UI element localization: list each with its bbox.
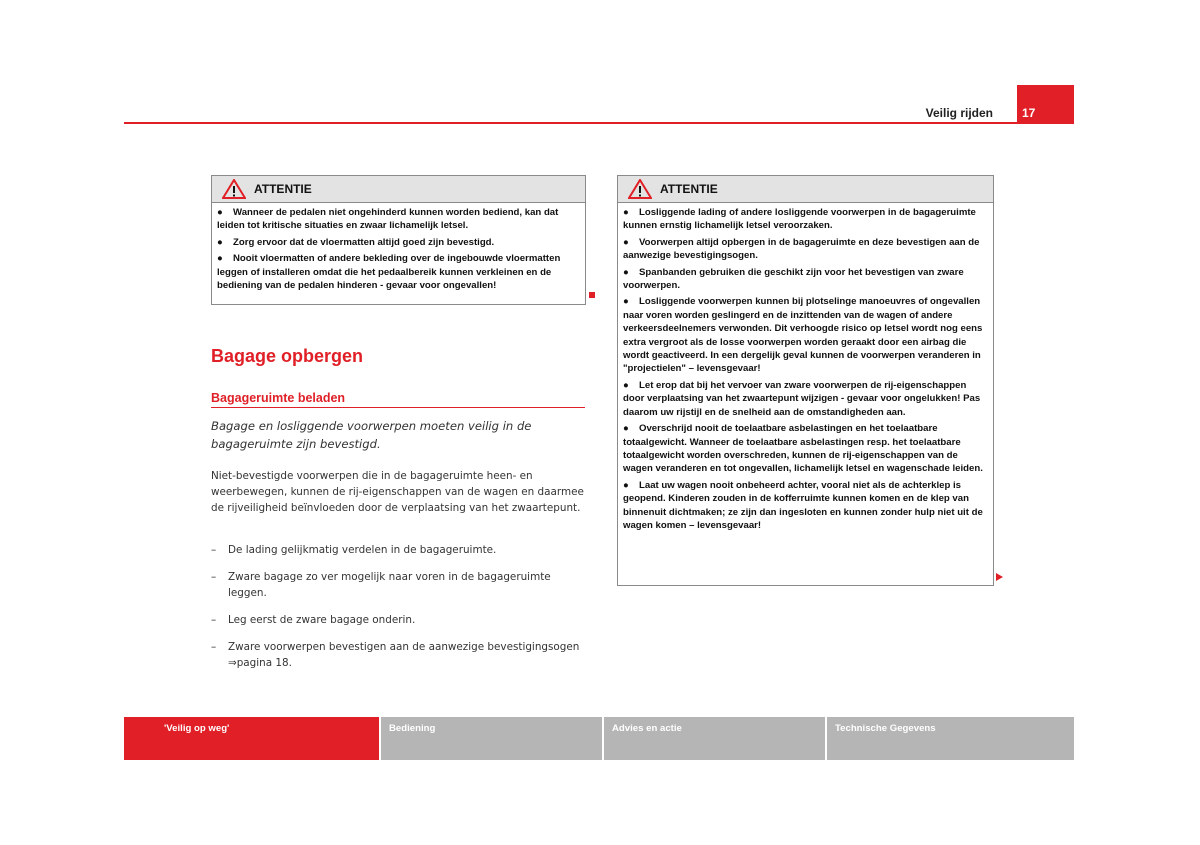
warning-header <box>618 176 993 203</box>
warning-body <box>618 203 993 537</box>
tab-bediening[interactable]: Bediening <box>381 717 602 760</box>
warning-triangle-icon <box>628 179 652 199</box>
continue-arrow-icon <box>996 573 1003 581</box>
intro-text: Bagage en losliggende voorwerpen moeten veilig in de bagageruimte zijn bevestigd. <box>211 419 532 451</box>
warning-header <box>212 176 585 203</box>
end-square-icon <box>589 292 595 298</box>
dash-bullet: – <box>211 641 217 653</box>
warning-box-luggage <box>617 175 994 586</box>
subheading-rule <box>211 407 585 408</box>
warning-item: ● Wanneer de pedalen niet ongehinderd kunnen worden bediend, kan dat leiden tot kritische situaties en zwaar lichamelijk letsel. <box>217 207 559 232</box>
step-item: – Zware bagage zo ver mogelijk naar voren in de bagageruimte leggen. <box>211 571 551 599</box>
dash-bullet: – <box>211 571 217 583</box>
warning-item: ● Let erop dat bij het vervoer van zware voorwerpen de rij-eigenschappen door verplaatsing van het zwaartepunt wijzigen - gevaar voor ongelukken! Pas daarom uw rijstijl en de snelheid aan de omstandigheden aan. <box>623 379 981 418</box>
dash-bullet: – <box>211 544 217 556</box>
warning-title: ATTENTIE <box>660 182 718 196</box>
section-heading: Bagage opbergen <box>211 346 364 366</box>
dash-bullet: – <box>211 614 217 626</box>
step-item: – De lading gelijkmatig verdelen in de bagageruimte. <box>211 544 497 556</box>
step-item: – Zware voorwerpen bevestigen aan de aanwezige bevestigingsogen ⇒pagina 18. <box>211 641 580 669</box>
header-rule <box>124 122 1074 124</box>
tab-veilig-op-weg[interactable]: 'Veilig op weg' <box>124 717 379 760</box>
tab-technische-gegevens[interactable]: Technische Gegevens <box>827 717 1074 760</box>
warning-box-pedals <box>211 175 586 305</box>
warning-title: ATTENTIE <box>254 182 312 196</box>
warning-item: ● Zorg ervoor dat de vloermatten altijd goed zijn bevestigd. <box>217 236 495 248</box>
warning-triangle-icon <box>222 179 246 199</box>
warning-item: ● Overschrijd nooit de toelaatbare asbelastingen en het toelaatbare totaalgewicht. Wanneer de toelaatbare asbelastingen resp. het toelaatbare totaalgewicht worden overschreden, kunnen de rij-eigenschappen van de wagen veranderen en tot ongevallen, lichamelijk letsel en wagenschade leiden. <box>623 423 983 475</box>
warning-item: ● Losliggende voorwerpen kunnen bij plotselinge manoeuvres of ongevallen naar voren worden geslingerd en de inzittenden van de wagen of andere verkeersdeelnemers verwonden. Dit verhoogde risico op letsel wordt nog eens extra vergroot als de losse voorwerpen worden geraakt door een airbag die wordt geactiveerd. In een dergelijk geval kunnen de voorwerpen veranderen in "projectielen" – levensgevaar! <box>623 296 983 375</box>
warning-item: ● Voorwerpen altijd opbergen in de bagageruimte en deze bevestigen aan de aanwezige bevestigingsogen. <box>623 236 980 262</box>
section-title: Veilig rijden <box>925 106 993 120</box>
step-item: – Leg eerst de zware bagage onderin. <box>211 614 416 626</box>
subsection-heading: Bagageruimte beladen <box>211 391 346 405</box>
warning-item: ● Losliggende lading of andere losliggende voorwerpen in de bagageruimte kunnen ernstig lichamelijk letsel veroorzaken. <box>623 207 976 232</box>
warning-item: ● Laat uw wagen nooit onbeheerd achter, vooral niet als de achterklep is geopend. Kinderen zouden in de kofferruimte kunnen komen en de klep van binnenuit dichtmaken; ze zijn dan ingesloten en kunnen zonder hulp niet uit de wagen komen – levensgevaar! <box>623 479 983 531</box>
body-paragraph: Niet-bevestigde voorwerpen die in de bagageruimte heen- en weerbewegen, kunnen de rij-eigenschappen van de wagen en daarmee de rijveiligheid beïnvloeden door de verplaatsing van het zwaartepunt. <box>211 470 584 514</box>
warning-item: ● Spanbanden gebruiken die geschikt zijn voor het bevestigen van zware voorwerpen. <box>623 266 964 292</box>
warning-item: ● Nooit vloermatten of andere bekleding over de ingebouwde vloermatten leggen of installeren omdat die het pedaalbereik kunnen verkleinen en de bediening van de pedalen hinderen - gevaar voor ongevallen! <box>217 253 561 292</box>
warning-body <box>212 203 585 297</box>
tab-advies-en-actie[interactable]: Advies en actie <box>604 717 825 760</box>
page-number: 17 <box>1022 106 1036 120</box>
